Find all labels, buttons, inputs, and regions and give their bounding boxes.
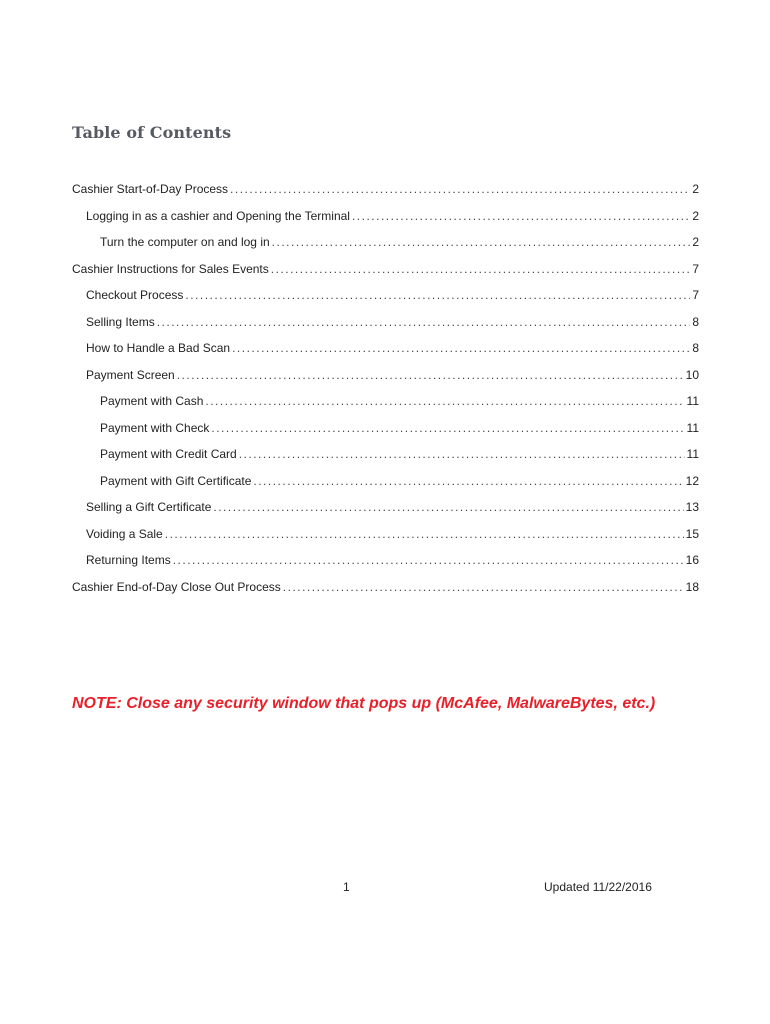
toc-entry-label: How to Handle a Bad Scan bbox=[86, 341, 231, 355]
toc-entry[interactable] bbox=[72, 208, 699, 235]
toc-entry[interactable] bbox=[72, 393, 699, 420]
toc-entry[interactable] bbox=[72, 579, 699, 606]
toc-leader-dots bbox=[230, 181, 690, 197]
toc-entry-label: Payment Screen bbox=[86, 367, 175, 382]
toc-leader-dots bbox=[232, 340, 690, 356]
toc-page-number: 2 bbox=[692, 208, 699, 223]
toc-entry-label: Payment with Gift Certificate bbox=[100, 473, 252, 488]
toc-entry-label: Returning Items bbox=[86, 553, 171, 567]
toc-title: Table of Contents bbox=[72, 123, 232, 142]
toc-entry-label: Selling Items bbox=[86, 314, 155, 329]
toc-entry[interactable] bbox=[72, 499, 699, 526]
toc-page-number: 10 bbox=[685, 367, 699, 382]
toc-entry[interactable] bbox=[72, 234, 699, 261]
toc-leader-dots bbox=[173, 552, 684, 568]
toc-page-number: 12 bbox=[685, 473, 699, 488]
toc-entry-label: Turn the computer on and log in bbox=[100, 235, 270, 249]
toc-page-number: 11 bbox=[686, 447, 699, 461]
toc-entry-label: Cashier Instructions for Sales Events bbox=[72, 261, 269, 276]
toc-entry[interactable] bbox=[72, 287, 699, 314]
toc-entry-label: Selling a Gift Certificate bbox=[86, 500, 212, 514]
toc-entry[interactable] bbox=[72, 552, 699, 579]
toc-entry-label: Cashier End-of-Day Close Out Process bbox=[72, 579, 281, 594]
toc-page-number: 2 bbox=[692, 182, 699, 196]
toc-page-number: 18 bbox=[685, 579, 699, 594]
toc-entry[interactable] bbox=[72, 420, 699, 447]
toc-entry[interactable] bbox=[72, 340, 699, 367]
toc-leader-dots bbox=[165, 526, 684, 542]
toc-leader-dots bbox=[239, 446, 685, 462]
table-of-contents bbox=[72, 181, 699, 605]
toc-page-number: 7 bbox=[692, 288, 699, 302]
toc-leader-dots bbox=[205, 393, 684, 409]
toc-entry-label: Payment with Cash bbox=[100, 394, 204, 408]
toc-page-number: 13 bbox=[685, 500, 699, 514]
toc-leader-dots bbox=[253, 473, 683, 489]
toc-entry[interactable] bbox=[72, 473, 699, 500]
toc-leader-dots bbox=[271, 261, 691, 277]
toc-entry[interactable] bbox=[72, 181, 699, 208]
toc-leader-dots bbox=[185, 287, 690, 303]
toc-page-number: 16 bbox=[685, 553, 699, 567]
toc-page-number: 8 bbox=[692, 341, 699, 355]
toc-leader-dots bbox=[177, 367, 684, 383]
toc-entry-label: Voiding a Sale bbox=[86, 526, 163, 541]
toc-entry-label: Payment with Credit Card bbox=[100, 447, 237, 461]
toc-page-number: 15 bbox=[685, 526, 699, 541]
toc-page-number: 8 bbox=[692, 314, 699, 329]
toc-leader-dots bbox=[211, 420, 684, 436]
toc-leader-dots bbox=[213, 499, 683, 515]
toc-leader-dots bbox=[272, 234, 691, 250]
toc-entry-label: Checkout Process bbox=[86, 288, 184, 302]
toc-entry-label: Payment with Check bbox=[100, 420, 210, 435]
toc-leader-dots bbox=[157, 314, 691, 330]
toc-entry[interactable] bbox=[72, 446, 699, 473]
toc-entry[interactable] bbox=[72, 526, 699, 553]
toc-page-number: 11 bbox=[686, 420, 699, 435]
toc-entry-label: Cashier Start-of-Day Process bbox=[72, 182, 229, 196]
security-note: NOTE: Close any security window that pops up (McAfee, MalwareBytes, etc.) bbox=[72, 695, 656, 712]
toc-page-number: 7 bbox=[692, 261, 699, 276]
toc-leader-dots bbox=[352, 208, 690, 224]
toc-entry[interactable] bbox=[72, 261, 699, 288]
toc-entry-label: Logging in as a cashier and Opening the Terminal bbox=[86, 208, 350, 223]
toc-entry[interactable] bbox=[72, 367, 699, 394]
toc-leader-dots bbox=[283, 579, 684, 595]
toc-page-number: 11 bbox=[686, 394, 699, 408]
footer-page-number: 1 bbox=[343, 880, 350, 894]
footer-updated-date: Updated 11/22/2016 bbox=[544, 880, 652, 894]
toc-entry[interactable] bbox=[72, 314, 699, 341]
toc-page-number: 2 bbox=[692, 235, 699, 249]
